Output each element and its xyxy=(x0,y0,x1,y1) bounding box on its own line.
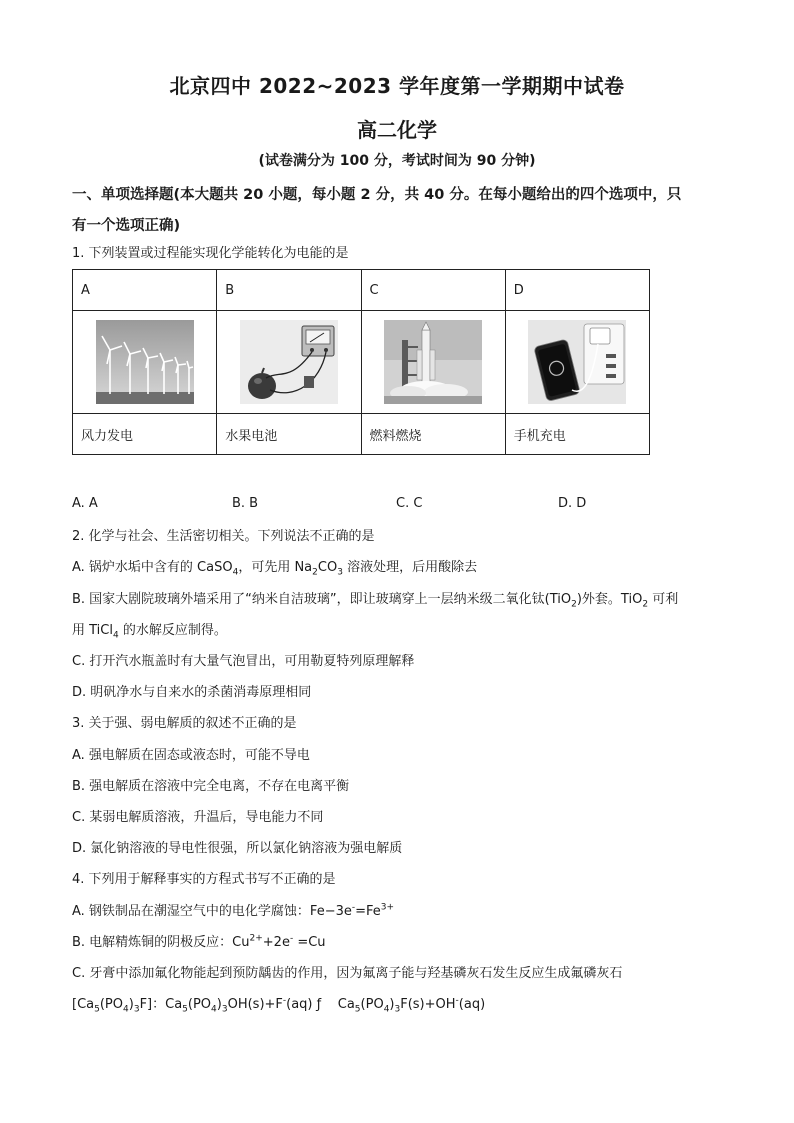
q3-option-c[interactable]: C. 某弱电解质溶液，升温后，导电能力不同 xyxy=(72,810,324,825)
wind-turbines-photo-icon xyxy=(96,320,194,404)
q2-option-c[interactable]: C. 打开汽水瓶盖时有大量气泡冒出，可用勒夏特列原理解释 xyxy=(72,654,415,669)
subscript: 4 xyxy=(123,1004,129,1015)
subscript: 2 xyxy=(312,567,318,578)
text: ) xyxy=(389,997,395,1012)
text: (aq) ƒ Ca xyxy=(286,997,355,1012)
q3-option-d[interactable]: D. 氯化钠溶液的导电性很强，所以氯化钠溶液为强电解质 xyxy=(72,841,403,856)
q3-option-b[interactable]: B. 强电解质在溶液中完全电离，不存在电离平衡 xyxy=(72,779,350,794)
text: (aq) xyxy=(458,997,486,1012)
text: A. 锅炉水垢中含有的 CaSO xyxy=(72,560,233,575)
subscript: 4 xyxy=(112,630,119,641)
subscript: 2 xyxy=(642,599,649,610)
q4-option-c[interactable]: C. 牙膏中添加氟化物能起到预防龋齿的作用，因为氟离子能与羟基磷灰石发生反应生成氟磷灰石 xyxy=(72,966,623,981)
q1-option-c-caption: 燃料燃烧 xyxy=(361,414,505,455)
q2-option-a[interactable] xyxy=(72,559,722,577)
text: ) xyxy=(128,997,134,1012)
section-heading xyxy=(72,180,722,242)
subscript: 5 xyxy=(354,1004,361,1015)
q3-stem: 3. 关于强、弱电解质的叙述不正确的是 xyxy=(72,716,297,731)
text: =Cu xyxy=(293,935,326,950)
q3-option-a[interactable]: A. 强电解质在固态或液态时，可能不导电 xyxy=(72,748,310,763)
q1-option-c-image-cell xyxy=(361,311,505,414)
q4-option-b[interactable] xyxy=(72,934,722,952)
q1-choice-c[interactable]: C. C xyxy=(396,496,423,511)
q1-options-table xyxy=(72,269,650,455)
fruit-battery-photo-icon xyxy=(240,320,338,404)
subscript: 3 xyxy=(221,1004,228,1015)
text: (PO xyxy=(187,997,212,1012)
q1-option-d-letter: D xyxy=(505,270,649,311)
subscript: 2 xyxy=(571,599,577,610)
q2-stem: 2. 化学与社会、生活密切相关。下列说法不正确的是 xyxy=(72,529,375,544)
text: A. 钢铁制品在潮湿空气中的电化学腐蚀：Fe−3e xyxy=(72,904,352,919)
text: B. 国家大剧院玻璃外墙采用了“纳米自洁玻璃”，即让玻璃穿上一层纳米级二氧化钛(TiO xyxy=(72,592,572,607)
text: F]：Ca xyxy=(139,997,183,1012)
subject-title: 高二化学 xyxy=(357,118,437,142)
subscript: 3 xyxy=(394,1004,401,1015)
superscript: 2+ xyxy=(249,933,263,944)
text: ) xyxy=(216,997,222,1012)
q1-option-a-image-cell xyxy=(73,311,217,414)
q1-option-b-letter: B xyxy=(217,270,361,311)
subscript: 3 xyxy=(337,567,343,578)
rocket-launch-photo-icon xyxy=(384,320,482,404)
q1-choice-d[interactable]: D. D xyxy=(558,496,587,511)
subscript: 5 xyxy=(94,1004,100,1015)
superscript: 3+ xyxy=(380,902,395,913)
subscript: 4 xyxy=(232,567,239,578)
subscript: 5 xyxy=(182,1004,188,1015)
text: )外套。TiO xyxy=(576,592,643,607)
exam-note: (试卷满分为 100 分，考试时间为 90 分钟) xyxy=(258,153,536,169)
q1-stem: 1. 下列装置或过程能实现化学能转化为电能的是 xyxy=(72,246,349,261)
text: +2e xyxy=(262,935,290,950)
text: =Fe xyxy=(355,904,381,919)
q2-option-d[interactable]: D. 明矾净水与自来水的杀菌消毒原理相同 xyxy=(72,685,312,700)
exam-title: 北京四中 2022~2023 学年度第一学期期中试卷 xyxy=(169,74,625,98)
q4-option-a[interactable] xyxy=(72,903,722,921)
q1-choice-b[interactable]: B. B xyxy=(232,496,259,511)
text: CO xyxy=(317,560,338,575)
text: F(s)+OH xyxy=(400,997,456,1012)
superscript: - xyxy=(351,902,356,913)
q1-option-a-caption: 风力发电 xyxy=(73,414,217,455)
section-heading-line2: 有一个选项正确) xyxy=(72,218,181,234)
q2-option-b-cont xyxy=(72,622,722,640)
text: B. 电解精炼铜的阴极反应：Cu xyxy=(72,935,250,950)
text: (PO xyxy=(360,997,384,1012)
superscript: - xyxy=(282,995,287,1006)
superscript: - xyxy=(455,995,459,1006)
text: [Ca xyxy=(72,997,95,1012)
q2-option-b[interactable] xyxy=(72,591,722,609)
q1-option-b-caption: 水果电池 xyxy=(217,414,361,455)
phone-charging-photo-icon xyxy=(528,320,626,404)
text: (PO xyxy=(99,997,124,1012)
q1-option-b-image-cell xyxy=(217,311,361,414)
text: 可利 xyxy=(648,592,679,607)
subscript: 4 xyxy=(383,1004,390,1015)
subscript: 3 xyxy=(133,1004,140,1015)
q4-stem: 4. 下列用于解释事实的方程式书写不正确的是 xyxy=(72,872,336,887)
q4-option-c-equation xyxy=(72,996,722,1014)
text: 用 TiCl xyxy=(72,623,113,638)
q1-option-c-letter: C xyxy=(361,270,505,311)
superscript: - xyxy=(289,933,294,944)
q1-option-d-caption: 手机充电 xyxy=(505,414,649,455)
text: 溶液处理，后用酸除去 xyxy=(342,560,478,575)
text: ，可先用 Na xyxy=(238,560,313,575)
text: 的水解反应制得。 xyxy=(118,623,227,638)
q1-option-d-image-cell xyxy=(505,311,649,414)
subscript: 4 xyxy=(211,1004,217,1015)
text: OH(s)+F xyxy=(227,997,283,1012)
q1-choice-a[interactable]: A. A xyxy=(72,496,98,511)
section-heading-line1: 一、单项选择题(本大题共 20 小题，每小题 2 分，共 40 分。在每小题给出的四个选项中，只 xyxy=(72,187,682,203)
q1-option-a-letter: A xyxy=(73,270,217,311)
